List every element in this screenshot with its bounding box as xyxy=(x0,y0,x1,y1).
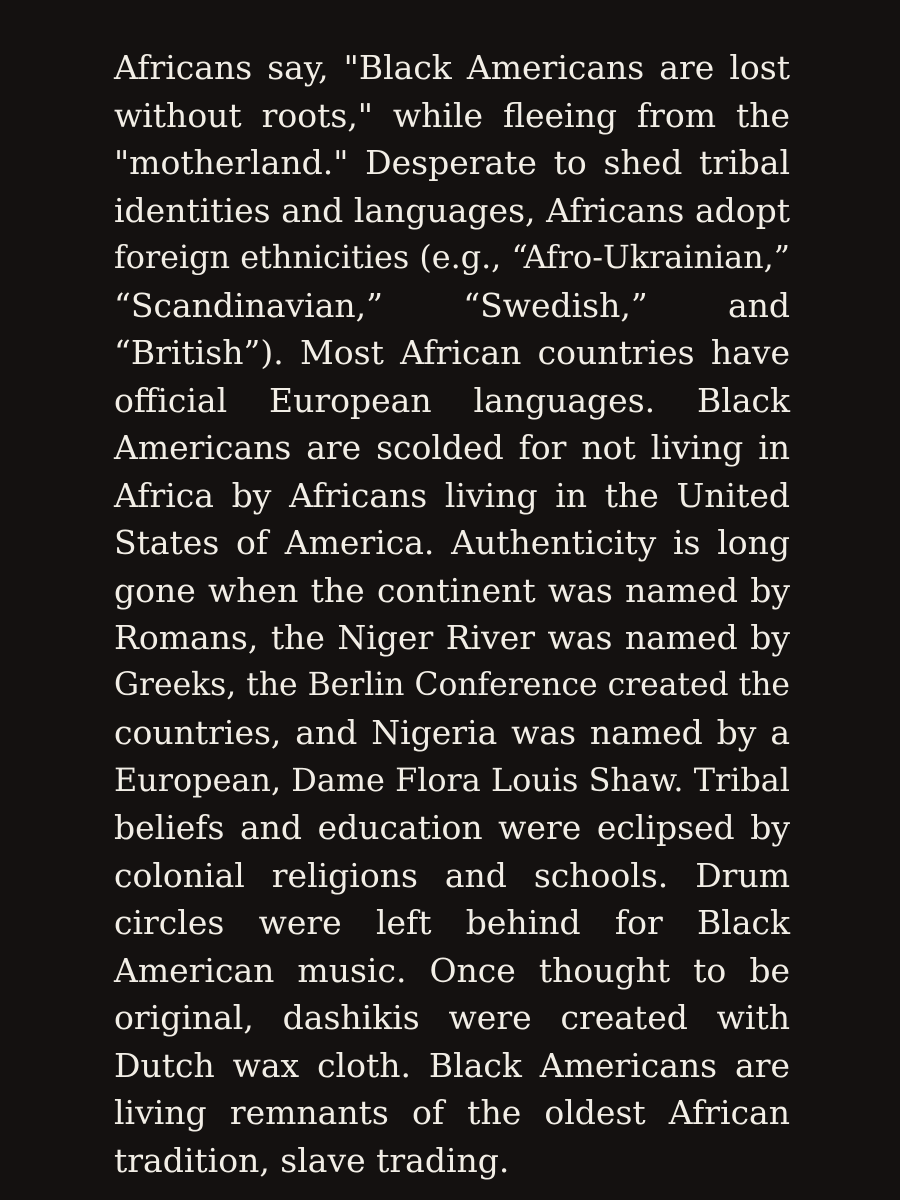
text-line: living remnants of the oldest African xyxy=(114,1093,790,1132)
text-line: Greeks, the Berlin Conference created the xyxy=(114,666,790,703)
text-line: European, Dame Flora Louis Shaw. Tribal xyxy=(114,760,790,799)
text-line: foreign ethnicities (e.g., “Afro-Ukrainian,” xyxy=(114,238,790,276)
text-line: identities and languages, Africans adopt xyxy=(114,190,790,230)
text-line: Africa by Africans living in the United xyxy=(114,475,790,515)
text-line: gone when the continent was named by xyxy=(114,570,790,610)
text-line: tradition, slave trading. xyxy=(114,1140,510,1180)
text-line: countries, and Nigeria was named by a xyxy=(114,713,790,752)
text-line: Romans, the Niger River was named by xyxy=(114,618,790,657)
text-line: “British”). Most African countries have xyxy=(114,333,790,372)
text-line: "motherland." Desperate to shed tribal xyxy=(114,143,790,182)
text-line: Americans are scolded for not living in xyxy=(114,428,790,467)
text-line: “Scandinavian,” “Swedish,” and xyxy=(114,285,790,325)
text-line: beliefs and education were eclipsed by xyxy=(114,808,790,847)
text-line: without roots," while fleeing from the xyxy=(114,95,790,135)
text-line: colonial religions and schools. Drum xyxy=(114,855,790,895)
text-line: Dutch wax cloth. Black Americans are xyxy=(114,1045,790,1085)
text-line: official European languages. Black xyxy=(114,380,790,420)
text-line: circles were left behind for Black xyxy=(114,903,790,942)
text-line: American music. Once thought to be xyxy=(114,950,790,990)
text-line: Africans say, "Black Americans are lost xyxy=(114,48,790,87)
text-line: States of America. Authenticity is long xyxy=(114,523,790,562)
text-line: original, dashikis were created with xyxy=(114,998,790,1037)
body-paragraph xyxy=(114,44,790,1184)
